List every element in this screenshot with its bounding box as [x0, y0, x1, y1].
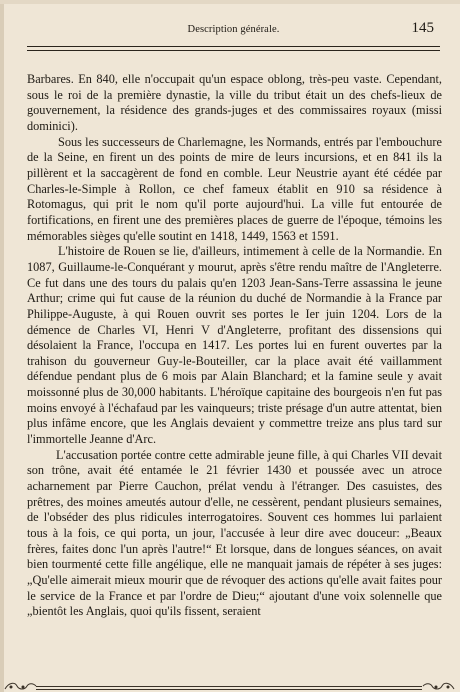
running-header [27, 16, 440, 42]
footer-rule-bottom [36, 689, 422, 690]
page-edge-shadow [0, 0, 4, 692]
paragraph-2: Sous les successeurs de Charlemagne, les Normands, entrés par l'embouchure de la Seine, en firent un des points de mire de leurs incursions, et en 841 ils la pillèrent et la saccagèrent de fond en comble. Leur Neustrie ayant été cédée par Charles-le-Simple à Rollon, ce chef fameux établit en 910 sa résidence à Rotomagus, qui prit le nom qu'il porte aujourd'hui. La ville fut entourée de fortifications, en firent une des premières places de guerre de l'époque, témoins les mémorables sièges qu'elle soutint en 1418, 1449, 1563 et 1591. [27, 134, 442, 243]
header-rule-thick [27, 46, 440, 47]
page-number: 145 [411, 20, 434, 36]
paragraph-1: Barbares. En 840, elle n'occupait qu'un espace oblong, très-peu vaste. Cependant, sous le roi de la première dynastie, la ville du tribut était un des chefs-lieux de gouvernement, la résidence des grands-juges et des commissaires royaux (missi dominici). [27, 72, 442, 133]
paragraph-4: L'accusation portée contre cette admirable jeune fille, à qui Charles VII devait son trône, avait été entamée le 21 février 1430 et poussée avec un atroce acharnement par Pierre Cauchon, prélat vendu à l'étranger. Des casuistes, des prêtres, des moines ameutés autour d'elle, ne cessèrent, pendant plusieurs semaines, de l'obséder des plus ridicules interrogatoires. Souvent ces hommes lui parlaient tous à la fois, ce qui porta, un jour, l'accusée à leur dire avec douceur: „Beaux frères, faites donc l'un après l'autre!“ Et lorsque, dans de longues séances, on avait bien tourmenté cette fille angélique, elle ne manquait jamais de répéter à ses juges: „Qu'elle aimerait mieux mourir que de révoquer des actions qu'elle avait faites pour le service de la France et par l'ordre de Dieu;“ ajoutant d'une voix solennelle que „bientôt les Anglais, quoi qu'ils fissent, seraient [27, 447, 442, 619]
header-title: Description générale. [187, 24, 280, 35]
body-text [27, 72, 442, 620]
page-top-edge [0, 0, 460, 4]
paragraph-3: L'histoire de Rouen se lie, d'ailleurs, intimement à celle de la Normandie. En 1087, Guillaume-le-Conquérant y mourut, après s'être rendu maître de l'Angleterre. Ce fut dans une des tours du palais qu'en 1203 Jean-Sans-Terre assassina le jeune Arthur; crime qui fut cause de la réunion du duché de Normandie à la France par Philippe-Auguste, à qui Rouen ouvrit ses portes le Ier juin 1204. Lors de la démence de Charles VI, Henri V d'Angleterre, profitant des dissensions qui désolaient la France, l'occupa en 1417. Les portes lui en furent ouvertes par la trahison du gouverneur Guy-le-Bouteiller, car la place avait été vaillamment défendue pendant plus de 6 mois par Alain Blanchard; et la famine seule y avait moissonné plus de 30,000 habitants. L'héroïque capitaine des bourgeois n'en fut pas moins envoyé à l'échafaud par les vainqueurs; triste présage d'un autre attentat, bien plus infâme encore, que les Anglais devaient y commettre treize ans plus tard sur l'immortelle Jeanne d'Arc. [27, 244, 442, 447]
footer-ornament-left [3, 680, 37, 692]
header-rule-thin [27, 50, 440, 51]
footer-rule-top [36, 686, 422, 687]
footer-ornament-right [422, 680, 456, 692]
